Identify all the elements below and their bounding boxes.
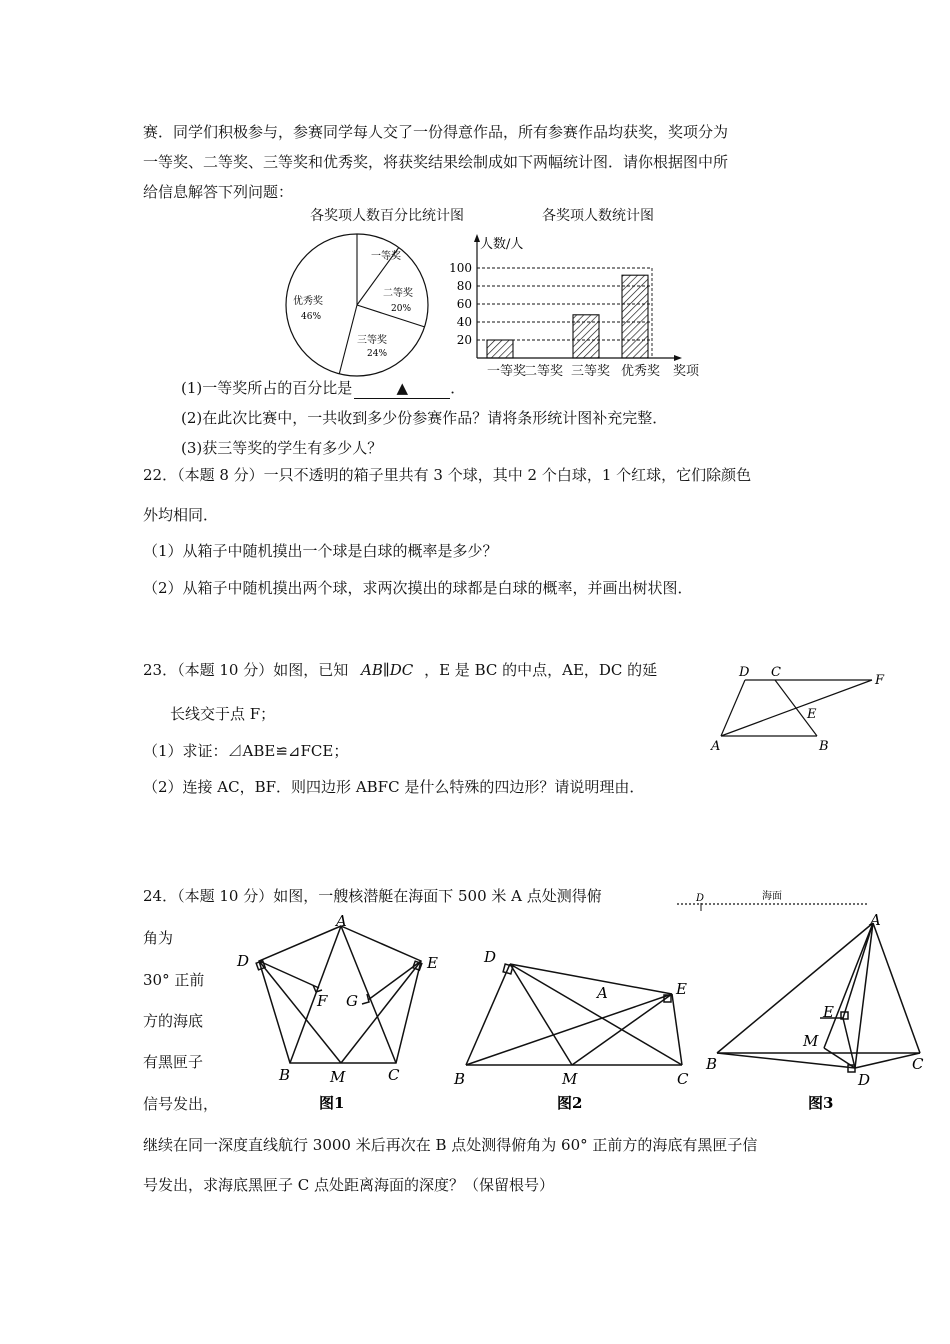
fig2-label-E: E [676,980,687,998]
q22-part-1: （1）从箱子中随机摸出一个球是白球的概率是多少？ [143,542,498,560]
sea-label-D: D [696,893,705,904]
bar-category-label: 优秀奖 [621,364,661,379]
intro-line-2: 一等奖、二等奖、三等奖和优秀奖，将获奖结果绘制成如下两幅统计图．请你根据图中所 [143,153,729,171]
q24-col-1: 角为 [143,929,174,947]
fig2-label-B: B [454,1070,466,1088]
q21-part-1 [181,378,465,399]
q21-part-1-end: ． [450,379,466,397]
q23-figure [705,662,895,754]
fig3-label-B: B [706,1055,718,1073]
bar-y-tick-label: 80 [456,279,472,293]
q24-col-5: 信号发出， [143,1095,219,1113]
bar-category-label: 二等奖 [524,364,564,379]
fig2-label-A: A [597,984,608,1002]
q24-col-3: 方的海底 [143,1012,204,1030]
bar-chart [440,232,705,382]
fig3-label-A: A [870,911,881,929]
q21-part-3: (3)获三等奖的学生有多少人？ [181,439,383,457]
q23-formula: AB∥DC [361,661,414,679]
q24-line-end-2: 号发出，求海底黑匣子 C 点处距离海面的深度？（保留根号） [143,1176,555,1194]
answer-blank[interactable] [354,378,450,399]
q24-col-4: 有黑匣子 [143,1053,204,1071]
bar-4 [622,275,648,358]
bar-category-label: 三等奖 [571,364,611,379]
figure-1 [233,912,438,1118]
q21-part-2: (2)在此次比赛中，一共收到多少份参赛作品？请将条形统计图补充完整． [181,409,668,427]
fig1-label-G: G [346,992,358,1010]
pie-chart [283,232,443,382]
q23-part-1: （1）求证：⊿ABE≌⊿FCE； [143,742,349,760]
q23-label-D: D [739,665,750,680]
figure-2 [450,940,700,1120]
fig1-label-B: B [279,1066,291,1084]
fig1-label-M: M [330,1068,346,1086]
q22-line-2: 外均相同． [143,506,219,524]
triangle-mark: ▲ [396,379,409,397]
bar-x-label: 奖项 [673,364,700,379]
bar-category-label: 一等奖 [487,364,527,379]
bar-chart-title: 各奖项人数统计图 [542,208,654,224]
bar-1 [487,340,513,358]
fig3-label-M: M [803,1032,819,1050]
fig3-label-C: C [912,1055,924,1073]
fig1-caption: 图1 [319,1094,345,1112]
q22-line-1: 22．（本题 8 分）一只不透明的箱子里共有 3 个球，其中 2 个白球，1 个红球，它们除颜色 [143,466,752,484]
q21-part-1-text: (1)一等奖所占的百分比是 [181,379,353,397]
fig3-label-D: D [858,1071,871,1089]
intro-line-1: 赛．同学们积极参与，参赛同学每人交了一份得意作品，所有参赛作品均获奖，奖项分为 [143,123,729,141]
fig2-caption: 图2 [557,1094,583,1112]
bar-3 [573,315,599,358]
fig1-label-D: D [237,952,250,970]
pie-slice-boundary-4 [339,305,357,374]
fig1-label-E: E [427,954,438,972]
pie-label-excellent: 优秀奖 [293,296,323,307]
q22-part-2: （2）从箱子中随机摸出两个球，求两次摸出的球都是白球的概率，并画出树状图． [143,579,693,597]
q23-label-B: B [819,739,829,754]
bar-y-tick-label: 40 [456,315,472,329]
pie-label-third: 三等奖 [357,335,387,346]
intro-line-3: 给信息解答下列问题： [143,183,294,201]
bar-y-tick-label: 20 [456,333,472,347]
q23-part-2: （2）连接 AC，BF．则四边形 ABFC 是什么特殊的四边形？请说明理由． [143,778,645,796]
q23-label-A: A [711,739,721,754]
fig2-label-M: M [562,1070,578,1088]
pie-pct-second: 20% [391,304,412,314]
q23-line-2: 长线交于点 F； [170,705,276,723]
pie-pct-third: 24% [367,349,388,359]
fig1-label-F: F [317,992,328,1010]
pie-pct-excellent: 46% [301,312,322,322]
q24-line-1: 24．（本题 10 分）如图，一艘核潜艇在海面下 500 米 A 点处测得俯 [143,887,602,905]
q24-line-end-1: 继续在同一深度直线航行 3000 米后再次在 B 点处测得俯角为 60° 正前方的海底有黑匣子信 [143,1136,758,1154]
bar-y-label: 人数/人 [480,237,524,252]
pie-label-second: 二等奖 [383,288,413,299]
bar-y-tick-label: 100 [449,261,472,275]
q23-label-F: F [875,673,885,688]
fig3-label-E: E [823,1003,834,1021]
q23-label-E: E [807,707,817,722]
bar-x-arrow [674,355,682,361]
fig1-label-C: C [388,1066,400,1084]
q23-line-1b: ，E 是 BC 的中点，AE，DC 的延 [424,661,658,679]
pie-label-first: 一等奖 [371,251,401,262]
q24-col-2: 30° 正前 [143,971,205,989]
sea-label: 海面 [762,891,782,902]
fig3-caption: 图3 [808,1094,834,1112]
figure-3 [700,905,935,1120]
q23-line-1 [143,660,657,680]
bar-y-tick-label: 60 [456,297,472,311]
fig2-label-C: C [677,1070,689,1088]
q23-label-C: C [771,665,781,680]
fig2-label-D: D [484,948,497,966]
pie-chart-title: 各奖项人数百分比统计图 [310,208,464,224]
fig1-label-A: A [336,912,347,930]
q23-line-1a: 23．（本题 10 分）如图，已知 [143,661,349,679]
